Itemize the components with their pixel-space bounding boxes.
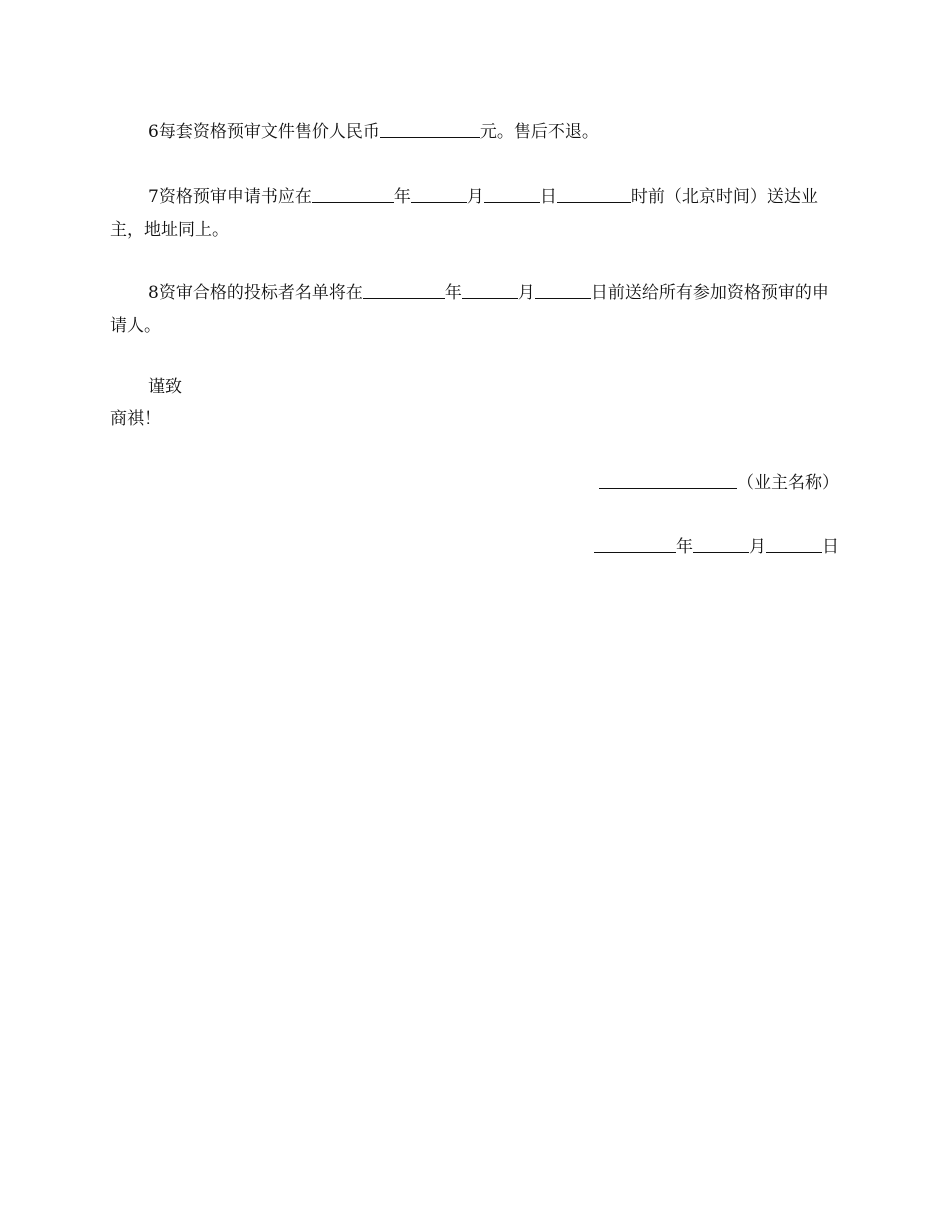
item7-text-after: 时前（北京时间）送达业主，地址同上。 [110,187,818,240]
signature-year-label: 年 [676,537,693,557]
month-blank [462,282,518,299]
signature-month-label: 月 [749,537,766,557]
item8-text-before: 8资审合格的投标者名单将在 [148,283,363,303]
signature-owner-line [599,471,839,495]
paragraph-item-7 [110,181,840,247]
item8-text-after: 日前送给所有参加资格预审的申请人。 [110,283,829,336]
item6-text-before: 6每套资格预审文件售价人民币 [148,122,380,142]
day-blank [766,536,822,553]
year-blank [594,536,676,553]
month-blank [693,536,749,553]
item7-text-before: 7资格预审申请书应在 [148,187,312,207]
paragraph-item-8 [110,277,840,343]
paragraph-item-6 [110,116,840,149]
year-blank [363,282,445,299]
signature-day-label: 日 [822,537,839,557]
signature-date-line [594,535,839,559]
closing-line-2: 商祺！ [110,409,161,429]
item7-month-label: 月 [466,187,484,207]
year-blank [312,186,394,203]
owner-name-blank [599,472,737,489]
item8-year-label: 年 [444,283,462,303]
month-blank [411,186,467,203]
day-blank [484,186,540,203]
item6-text-after: 元。售后不退。 [479,122,599,142]
price-blank [380,121,480,138]
day-blank [535,282,591,299]
closing-line-1: 谨致 [148,377,182,397]
owner-name-label: （业主名称） [737,473,839,493]
hour-blank [557,186,631,203]
item7-year-label: 年 [393,187,411,207]
item8-month-label: 月 [517,283,535,303]
item7-day-label: 日 [539,187,557,207]
